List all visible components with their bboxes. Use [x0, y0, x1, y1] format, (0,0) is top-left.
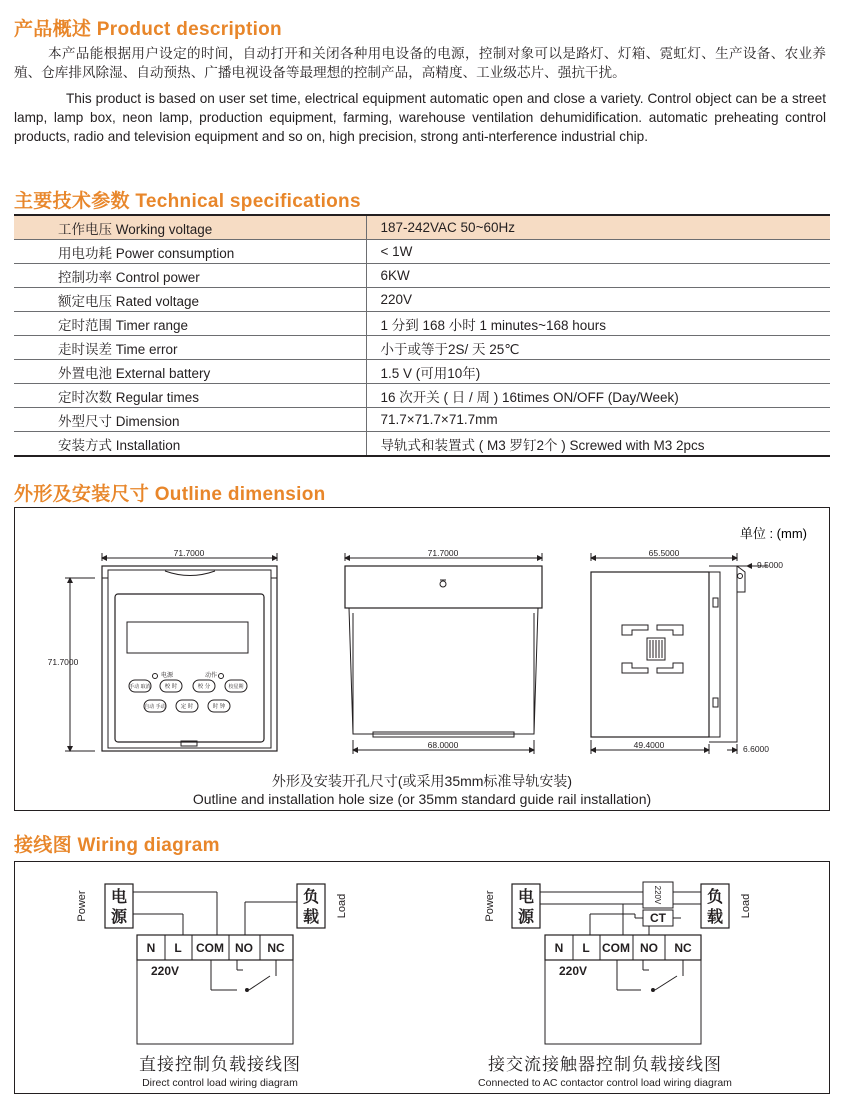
button-adjust-hour: 校 时	[164, 684, 178, 690]
power-cn-label: 电源	[110, 889, 128, 926]
contactor-terminal-n: N	[554, 941, 564, 955]
outline-caption-cn: 外形及安装开孔尺寸(或采用35mm标准导轨安装)	[271, 773, 573, 789]
spec-label: 定时范围 Timer range	[14, 312, 366, 336]
front-width-label: 71.7000	[173, 548, 205, 558]
heading-en: Wiring diagram	[77, 835, 220, 856]
spec-label: 定时次数 Regular times	[14, 384, 366, 408]
top-width-label: 71.7000	[427, 548, 459, 558]
spec-label: 控制功率 Control power	[14, 264, 366, 288]
wiring-box	[14, 861, 830, 1094]
button-adjust-week: 校星期	[228, 684, 244, 690]
terminal-no: NO	[235, 941, 253, 955]
led-power-label: 电源	[161, 673, 174, 679]
product-description-heading	[14, 14, 282, 41]
spec-value: 6KW	[366, 264, 830, 288]
contactor-diagram	[512, 882, 729, 1044]
outline-box	[14, 507, 830, 811]
terminal-n: N	[146, 941, 156, 955]
contactor-terminal-nc: NC	[674, 941, 692, 955]
direct-caption-cn: 直接控制负载接线图	[139, 1055, 301, 1074]
contactor-caption-cn: 接交流接触器控制负载接线图	[488, 1055, 722, 1074]
spec-label: 安装方式 Installation	[14, 432, 366, 457]
spec-label: 用电功耗 Power consumption	[14, 240, 366, 264]
contactor-terminal-com: COM	[602, 941, 630, 955]
spec-row	[14, 384, 830, 408]
side-depth-label: 65.5000	[648, 548, 680, 558]
button-manual-cancel: 手动 取消	[129, 684, 151, 690]
front-view	[65, 553, 277, 751]
button-clock: 时 钟	[212, 704, 226, 710]
spec-value: 220V	[366, 288, 830, 312]
terminal-l: L	[174, 941, 182, 955]
heading-en: Outline dimension	[154, 484, 326, 505]
description-cn-text: 本产品能根据用户设定的时间，自动打开和关闭各种用电设备的电源，控制对象可以是路灯、灯箱、霓虹灯、生产设备、农业养殖、仓库排风除湿、自动预热、广播电视设备等最理想的控制产品，高精度、工业级芯片、强抗干扰。	[14, 46, 826, 80]
side-rail-label: 6.6000	[743, 744, 769, 754]
contactor-terminal-l: L	[582, 941, 590, 955]
heading-cn: 产品概述	[14, 19, 92, 40]
button-timer: 定 时	[180, 704, 194, 710]
spec-row	[14, 432, 830, 457]
led-action-label: 动作	[205, 673, 218, 679]
contactor-power-cn-label: 电源	[517, 889, 535, 926]
power-en-label: Power	[76, 890, 88, 922]
spec-label: 外置电池 External battery	[14, 360, 366, 384]
heading-cn: 外形及安装尺寸	[14, 484, 150, 505]
top-view	[345, 553, 542, 754]
contactor-load-en-label: Load	[740, 893, 752, 919]
technical-specifications-heading	[14, 186, 361, 213]
spec-row	[14, 312, 830, 336]
contactor-load-cn-label: 负载	[706, 889, 724, 926]
side-view	[591, 553, 767, 754]
outline-dimension-heading	[14, 479, 326, 506]
spec-value: 16 次开关 ( 日 / 周 ) 16times ON/OFF (Day/Week)	[366, 384, 830, 408]
heading-en: Product description	[96, 19, 282, 40]
description-en	[14, 89, 826, 146]
spec-label: 额定电压 Rated voltage	[14, 288, 366, 312]
contactor-caption-en: Connected to AC contactor control load wiring diagram	[478, 1077, 732, 1089]
contactor-voltage-label: 220V	[559, 964, 588, 978]
spec-row	[14, 215, 830, 240]
specs-table	[14, 214, 830, 457]
spec-value: 1 分到 168 小时 1 minutes~168 hours	[366, 312, 830, 336]
spec-row	[14, 240, 830, 264]
spec-row	[14, 264, 830, 288]
spec-value: 187-242VAC 50~60Hz	[366, 215, 830, 240]
outline-caption-en: Outline and installation hole size (or 35mm standard guide rail installation)	[192, 791, 652, 807]
heading-cn: 接线图	[14, 835, 72, 856]
spec-row	[14, 408, 830, 432]
spec-value: 导轨式和装置式 ( M3 罗钉2个 ) Screwed with M3 2pcs	[366, 432, 830, 457]
ct-label: CT	[650, 911, 666, 925]
description-en-text: This product is based on user set time, electrical equipment automatic open and close a variety. Control object can be a street lamp, lamp box, neon lamp, production equipment, farming, warehouse ventilation dehumidification. automatic preheating control products, radio and television equipment and so on, high precision, strong anti-nterference industrial chip.	[14, 91, 826, 144]
spec-value: 71.7×71.7×71.7mm	[366, 408, 830, 432]
voltage-label: 220V	[151, 964, 180, 978]
contactor-power-en-label: Power	[484, 890, 496, 922]
spec-value: < 1W	[366, 240, 830, 264]
button-adjust-minute: 校 分	[197, 684, 211, 690]
terminal-nc: NC	[267, 941, 285, 955]
spec-label: 工作电压 Working voltage	[14, 215, 366, 240]
contactor-terminal-no: NO	[640, 941, 658, 955]
spec-label: 走时误差 Time error	[14, 336, 366, 360]
load-en-label: Load	[336, 893, 348, 919]
spec-row	[14, 336, 830, 360]
button-auto-manual: 自动 手动	[144, 704, 166, 710]
spec-row	[14, 360, 830, 384]
direct-caption-en: Direct control load wiring diagram	[142, 1077, 298, 1089]
spec-row	[14, 288, 830, 312]
direct-diagram	[105, 884, 325, 1044]
terminal-com: COM	[196, 941, 224, 955]
wiring-diagram-heading	[14, 830, 220, 857]
spec-value: 1.5 V (可用10年)	[366, 360, 830, 384]
unit-label: 单位 : (mm)	[739, 526, 807, 541]
load-cn-label: 负载	[302, 889, 320, 926]
front-height-label: 71.7000	[47, 657, 79, 667]
side-offset-label: 9.5000	[757, 560, 783, 570]
outline-drawings	[15, 508, 829, 810]
ct-voltage-label: 220V	[653, 885, 662, 905]
description-cn	[14, 44, 826, 82]
heading-en: Technical specifications	[135, 191, 361, 212]
top-base-label: 68.0000	[427, 740, 459, 750]
heading-cn: 主要技术参数	[14, 191, 130, 212]
spec-label: 外型尺寸 Dimension	[14, 408, 366, 432]
spec-value: 小于或等于2S/ 天 25℃	[366, 336, 830, 360]
side-base-label: 49.4000	[633, 740, 665, 750]
